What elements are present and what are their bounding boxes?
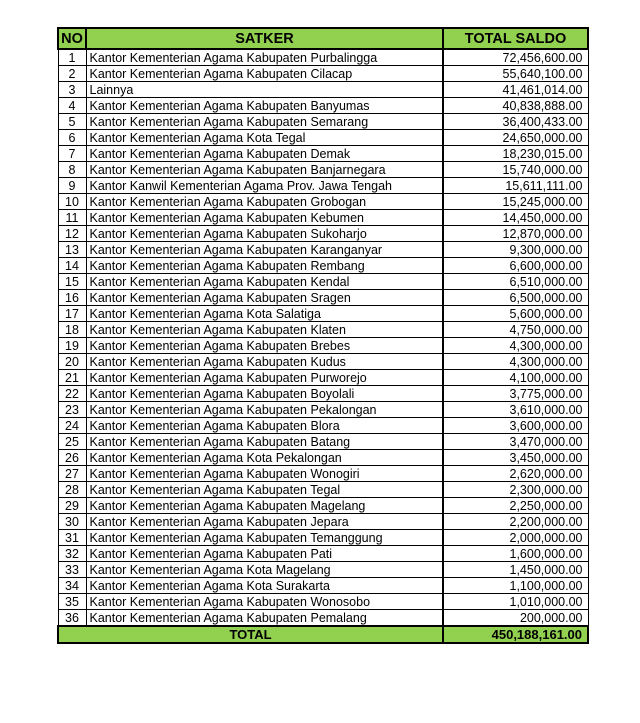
total-row — [58, 626, 588, 643]
row-number: 12 — [58, 226, 86, 242]
saldo-value: 6,510,000.00 — [443, 274, 588, 290]
row-number: 32 — [58, 546, 86, 562]
saldo-value: 4,300,000.00 — [443, 338, 588, 354]
saldo-table — [57, 27, 589, 644]
row-number: 5 — [58, 114, 86, 130]
table-row — [58, 258, 588, 274]
saldo-value: 2,200,000.00 — [443, 514, 588, 530]
row-number: 29 — [58, 498, 86, 514]
table-row — [58, 242, 588, 258]
satker-name: Kantor Kementerian Agama Kota Magelang — [86, 562, 443, 578]
saldo-value: 2,000,000.00 — [443, 530, 588, 546]
satker-name: Kantor Kementerian Agama Kabupaten Demak — [86, 146, 443, 162]
table-row — [58, 338, 588, 354]
saldo-value: 1,600,000.00 — [443, 546, 588, 562]
row-number: 36 — [58, 610, 86, 627]
row-number: 26 — [58, 450, 86, 466]
row-number: 20 — [58, 354, 86, 370]
satker-name: Kantor Kementerian Agama Kabupaten Kudus — [86, 354, 443, 370]
saldo-value: 72,456,600.00 — [443, 49, 588, 66]
satker-name: Kantor Kementerian Agama Kabupaten Semarang — [86, 114, 443, 130]
col-header-no: NO — [58, 28, 86, 49]
table-row — [58, 498, 588, 514]
table-row — [58, 418, 588, 434]
satker-name: Kantor Kementerian Agama Kota Salatiga — [86, 306, 443, 322]
saldo-value: 3,450,000.00 — [443, 450, 588, 466]
saldo-value: 3,610,000.00 — [443, 402, 588, 418]
satker-name: Kantor Kementerian Agama Kota Tegal — [86, 130, 443, 146]
row-number: 3 — [58, 82, 86, 98]
satker-name: Kantor Kementerian Agama Kabupaten Blora — [86, 418, 443, 434]
row-number: 14 — [58, 258, 86, 274]
saldo-value: 15,245,000.00 — [443, 194, 588, 210]
satker-name: Kantor Kementerian Agama Kabupaten Kendal — [86, 274, 443, 290]
satker-name: Kantor Kementerian Agama Kabupaten Cilacap — [86, 66, 443, 82]
table-row — [58, 130, 588, 146]
table-row — [58, 610, 588, 627]
table-row — [58, 466, 588, 482]
satker-name: Kantor Kementerian Agama Kabupaten Purbalingga — [86, 49, 443, 66]
table-row — [58, 578, 588, 594]
row-number: 7 — [58, 146, 86, 162]
table-row — [58, 49, 588, 66]
satker-name: Kantor Kementerian Agama Kabupaten Sukoharjo — [86, 226, 443, 242]
row-number: 17 — [58, 306, 86, 322]
table-row — [58, 210, 588, 226]
row-number: 35 — [58, 594, 86, 610]
saldo-value: 6,600,000.00 — [443, 258, 588, 274]
row-number: 24 — [58, 418, 86, 434]
satker-name: Kantor Kementerian Agama Kabupaten Brebes — [86, 338, 443, 354]
row-number: 16 — [58, 290, 86, 306]
row-number: 6 — [58, 130, 86, 146]
saldo-value: 3,775,000.00 — [443, 386, 588, 402]
row-number: 8 — [58, 162, 86, 178]
table-row — [58, 482, 588, 498]
saldo-value: 24,650,000.00 — [443, 130, 588, 146]
col-header-total-saldo: TOTAL SALDO — [443, 28, 588, 49]
saldo-value: 2,250,000.00 — [443, 498, 588, 514]
satker-name: Lainnya — [86, 82, 443, 98]
saldo-value: 4,100,000.00 — [443, 370, 588, 386]
satker-name: Kantor Kementerian Agama Kabupaten Pekalongan — [86, 402, 443, 418]
row-number: 2 — [58, 66, 86, 82]
total-value: 450,188,161.00 — [443, 626, 588, 643]
satker-name: Kantor Kementerian Agama Kabupaten Karanganyar — [86, 242, 443, 258]
col-header-satker: SATKER — [86, 28, 443, 49]
table-row — [58, 178, 588, 194]
satker-name: Kantor Kementerian Agama Kabupaten Wonosobo — [86, 594, 443, 610]
satker-name: Kantor Kementerian Agama Kabupaten Kebumen — [86, 210, 443, 226]
saldo-value: 4,300,000.00 — [443, 354, 588, 370]
table-row — [58, 146, 588, 162]
table-row — [58, 402, 588, 418]
saldo-value: 9,300,000.00 — [443, 242, 588, 258]
table-row — [58, 290, 588, 306]
table-row — [58, 82, 588, 98]
row-number: 27 — [58, 466, 86, 482]
saldo-value: 14,450,000.00 — [443, 210, 588, 226]
table-row — [58, 98, 588, 114]
row-number: 33 — [58, 562, 86, 578]
row-number: 21 — [58, 370, 86, 386]
saldo-value: 3,600,000.00 — [443, 418, 588, 434]
row-number: 4 — [58, 98, 86, 114]
satker-name: Kantor Kementerian Agama Kabupaten Tegal — [86, 482, 443, 498]
row-number: 22 — [58, 386, 86, 402]
saldo-value: 12,870,000.00 — [443, 226, 588, 242]
saldo-value: 15,611,111.00 — [443, 178, 588, 194]
row-number: 30 — [58, 514, 86, 530]
row-number: 23 — [58, 402, 86, 418]
saldo-value: 41,461,014.00 — [443, 82, 588, 98]
table-row — [58, 562, 588, 578]
saldo-value: 1,010,000.00 — [443, 594, 588, 610]
saldo-value: 18,230,015.00 — [443, 146, 588, 162]
satker-name: Kantor Kementerian Agama Kabupaten Batang — [86, 434, 443, 450]
saldo-value: 3,470,000.00 — [443, 434, 588, 450]
satker-name: Kantor Kementerian Agama Kota Surakarta — [86, 578, 443, 594]
table-row — [58, 194, 588, 210]
row-number: 11 — [58, 210, 86, 226]
saldo-value: 200,000.00 — [443, 610, 588, 627]
satker-name: Kantor Kanwil Kementerian Agama Prov. Jawa Tengah — [86, 178, 443, 194]
saldo-value: 1,100,000.00 — [443, 578, 588, 594]
satker-name: Kantor Kementerian Agama Kabupaten Purworejo — [86, 370, 443, 386]
saldo-value: 1,450,000.00 — [443, 562, 588, 578]
table-row — [58, 114, 588, 130]
row-number: 10 — [58, 194, 86, 210]
table-row — [58, 514, 588, 530]
satker-name: Kantor Kementerian Agama Kabupaten Magelang — [86, 498, 443, 514]
satker-name: Kantor Kementerian Agama Kabupaten Jepara — [86, 514, 443, 530]
row-number: 9 — [58, 178, 86, 194]
satker-name: Kantor Kementerian Agama Kabupaten Wonogiri — [86, 466, 443, 482]
row-number: 34 — [58, 578, 86, 594]
table-row — [58, 306, 588, 322]
row-number: 28 — [58, 482, 86, 498]
satker-name: Kantor Kementerian Agama Kabupaten Sragen — [86, 290, 443, 306]
row-number: 31 — [58, 530, 86, 546]
row-number: 15 — [58, 274, 86, 290]
satker-name: Kantor Kementerian Agama Kabupaten Banyumas — [86, 98, 443, 114]
satker-name: Kantor Kementerian Agama Kabupaten Klaten — [86, 322, 443, 338]
table-row — [58, 370, 588, 386]
saldo-value: 4,750,000.00 — [443, 322, 588, 338]
header-row — [58, 28, 588, 49]
table-row — [58, 530, 588, 546]
saldo-value: 5,600,000.00 — [443, 306, 588, 322]
row-number: 19 — [58, 338, 86, 354]
table-row — [58, 226, 588, 242]
total-label: TOTAL — [58, 626, 443, 643]
table-row — [58, 546, 588, 562]
table-row — [58, 386, 588, 402]
satker-name: Kantor Kementerian Agama Kabupaten Boyolali — [86, 386, 443, 402]
table-row — [58, 450, 588, 466]
row-number: 18 — [58, 322, 86, 338]
saldo-value: 40,838,888.00 — [443, 98, 588, 114]
satker-name: Kantor Kementerian Agama Kabupaten Pati — [86, 546, 443, 562]
row-number: 13 — [58, 242, 86, 258]
table-body — [58, 49, 588, 626]
table-row — [58, 434, 588, 450]
table-row — [58, 594, 588, 610]
satker-name: Kantor Kementerian Agama Kabupaten Rembang — [86, 258, 443, 274]
saldo-value: 2,620,000.00 — [443, 466, 588, 482]
row-number: 25 — [58, 434, 86, 450]
saldo-value: 6,500,000.00 — [443, 290, 588, 306]
table-row — [58, 66, 588, 82]
satker-name: Kantor Kementerian Agama Kabupaten Grobogan — [86, 194, 443, 210]
satker-name: Kantor Kementerian Agama Kabupaten Pemalang — [86, 610, 443, 627]
saldo-value: 15,740,000.00 — [443, 162, 588, 178]
table-row — [58, 322, 588, 338]
table-row — [58, 354, 588, 370]
satker-name: Kantor Kementerian Agama Kota Pekalongan — [86, 450, 443, 466]
satker-name: Kantor Kementerian Agama Kabupaten Banjarnegara — [86, 162, 443, 178]
saldo-value: 36,400,433.00 — [443, 114, 588, 130]
table-row — [58, 274, 588, 290]
satker-name: Kantor Kementerian Agama Kabupaten Temanggung — [86, 530, 443, 546]
saldo-value: 55,640,100.00 — [443, 66, 588, 82]
saldo-value: 2,300,000.00 — [443, 482, 588, 498]
table-row — [58, 162, 588, 178]
row-number: 1 — [58, 49, 86, 66]
